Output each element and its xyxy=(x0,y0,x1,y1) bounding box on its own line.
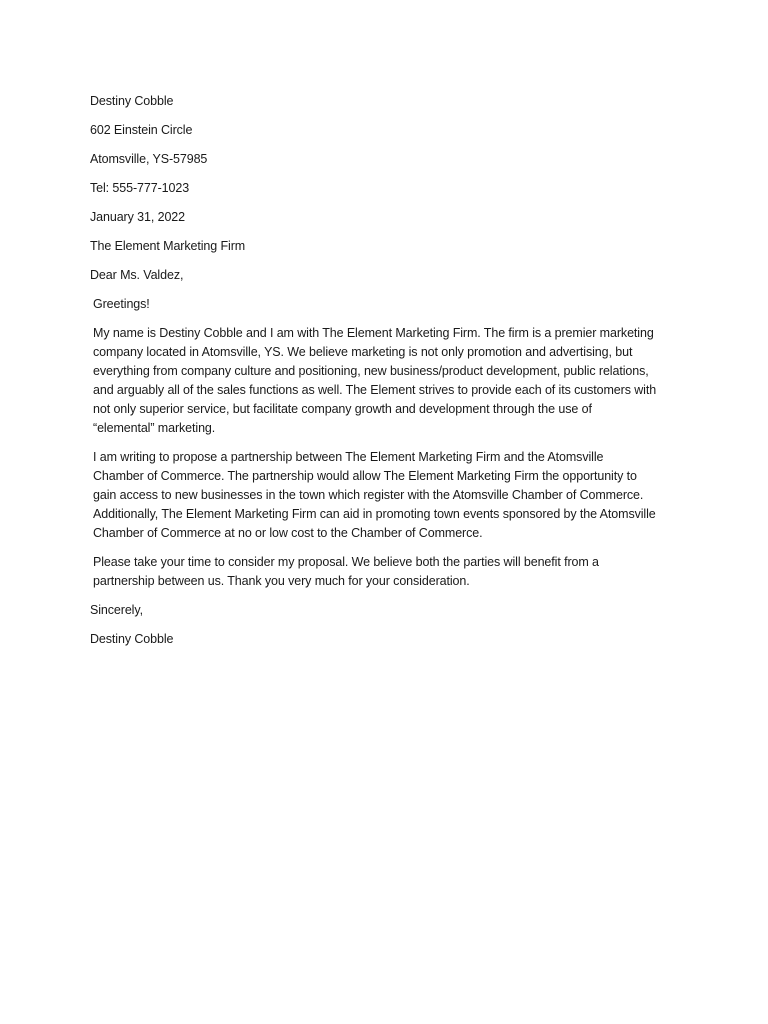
paragraph-line: and arguably all of the sales functions as well. The Element strives to provide each of its customers with xyxy=(93,383,657,397)
paragraph-line: Chamber of Commerce. The partnership would allow The Element Marketing Firm the opportunity to xyxy=(93,469,637,483)
closing: Sincerely, xyxy=(90,603,143,617)
letter-date: January 31, 2022 xyxy=(90,210,186,224)
sender-address-line2: Atomsville, YS-57985 xyxy=(90,152,208,166)
paragraph-closing xyxy=(90,553,685,591)
paragraph-line: gain access to new businesses in the town which register with the Atomsville Chamber of Commerce. xyxy=(93,488,644,502)
greeting: Greetings! xyxy=(93,297,150,311)
paragraph-line: not only superior service, but facilitate company growth and development through the use of xyxy=(93,402,592,416)
paragraph-line: I am writing to propose a partnership between The Element Marketing Firm and the Atomsville xyxy=(93,450,604,464)
paragraph-line: Additionally, The Element Marketing Firm can aid in promoting town events sponsored by the Atomsville xyxy=(93,507,656,521)
paragraph-line: company located in Atomsville, YS. We believe marketing is not only promotion and advertising, but xyxy=(93,345,633,359)
sender-phone: Tel: 555-777-1023 xyxy=(90,181,190,195)
paragraph-line: My name is Destiny Cobble and I am with The Element Marketing Firm. The firm is a premier marketing xyxy=(93,326,654,340)
letter-body xyxy=(90,92,685,659)
sender-address-line1: 602 Einstein Circle xyxy=(90,123,193,137)
paragraph-line: Please take your time to consider my proposal. We believe both the parties will benefit from a xyxy=(93,555,599,569)
paragraph-line: everything from company culture and positioning, new business/product development, public relations, xyxy=(93,364,649,378)
salutation: Dear Ms. Valdez, xyxy=(90,268,184,282)
sender-name: Destiny Cobble xyxy=(90,94,174,108)
signature: Destiny Cobble xyxy=(90,632,174,646)
recipient-organization: The Element Marketing Firm xyxy=(90,239,246,253)
paragraph-line: “elemental” marketing. xyxy=(93,421,216,435)
paragraph-introduction xyxy=(90,324,685,438)
paragraph-line: Chamber of Commerce at no or low cost to the Chamber of Commerce. xyxy=(93,526,483,540)
paragraph-line: partnership between us. Thank you very much for your consideration. xyxy=(93,574,470,588)
paragraph-proposal xyxy=(90,448,685,543)
